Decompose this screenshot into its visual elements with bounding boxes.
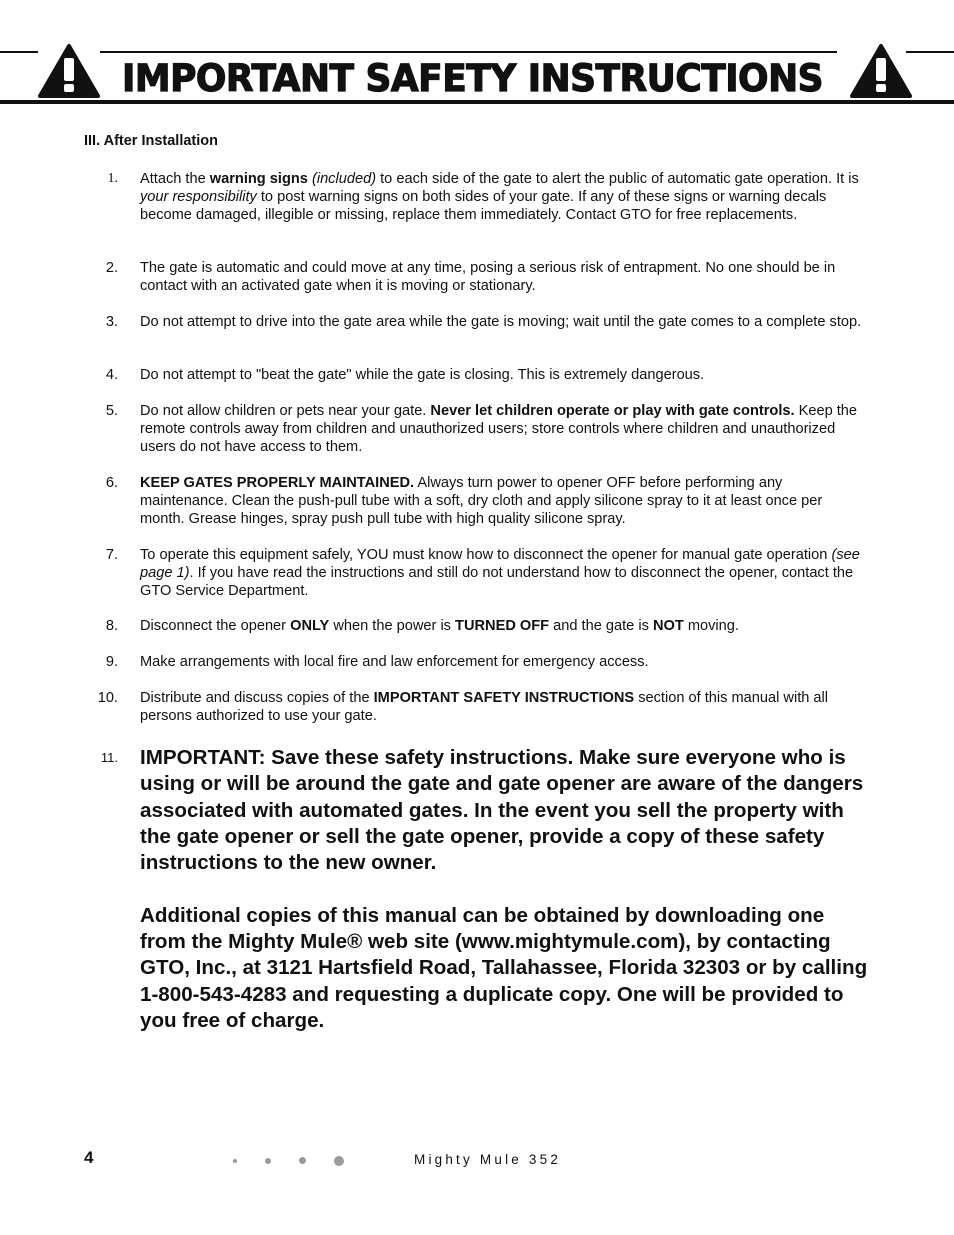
- warning-triangle-icon: [38, 43, 100, 99]
- footer-product-name: Mighty Mule 352: [414, 1152, 562, 1167]
- text-run: To operate this equipment safely, YOU must know how to disconnect the opener for manual gate operation: [140, 547, 832, 563]
- item-number: 1.: [107, 171, 118, 186]
- text-run: Attach the: [140, 171, 210, 187]
- text-run: Distribute and discuss copies of the: [140, 690, 374, 706]
- text-run: Always turn power to opener OFF before performing any maintenance. Clean the push-pull tube with a soft, dry cloth and apply silicone spray to it at least once per month. Grease hinges, spray push pull tube with high quality silicone spray.: [140, 475, 823, 527]
- text-run: Make arrangements with local fire and law enforcement for emergency access.: [140, 654, 649, 670]
- item-text: [140, 259, 868, 295]
- item-number: 4.: [105, 367, 118, 383]
- italic-text: (included): [311, 171, 377, 187]
- footer-dot: [265, 1158, 271, 1164]
- text-run: IMPORTANT: Save these safety instructions. Make sure everyone who is using or will be around the gate and gate opener are aware of the dangers associated with automated gates. In the event you sell the property with the gate opener or sell the gate opener, provide a copy of these safety instructions to the new owner.: [140, 746, 864, 875]
- bold-text: warning signs: [209, 171, 308, 187]
- text-run: Keep the remote controls away from children and unauthorized users; store controls where children and unauthorized users do not have access to them.: [140, 403, 858, 455]
- item-text: [140, 617, 868, 635]
- item-number: 9.: [105, 654, 118, 670]
- italic-text: your responsibility: [140, 189, 257, 205]
- text-run: Additional copies of this manual can be obtained by downloading one from the Mighty Mule® web site (www.mightymule.com), by contacting GTO, Inc., at 3121 Hartsfield Road, Tallahassee, Florida 32303 or by calling 1-800-543-4283 and requesting a duplicate copy. One will be provided to you free of charge.: [140, 903, 868, 1032]
- item-text: [140, 745, 868, 1034]
- text-run: Do not allow children or pets near your gate.: [140, 403, 431, 419]
- item-text: [140, 689, 868, 725]
- bold-text: ONLY: [290, 618, 330, 634]
- bold-text: KEEP GATES PROPERLY MAINTAINED.: [140, 475, 415, 491]
- item-text: [140, 313, 868, 331]
- text-run: to post warning signs on both sides of your gate. If any of these signs or warning decals become damaged, illegible or missing, replace them immediately. Contact GTO for free replacements.: [140, 189, 827, 223]
- text-run: to each side of the gate to alert the public of automatic gate operation. It is: [376, 171, 859, 187]
- text-run: Do not attempt to drive into the gate area while the gate is moving; wait until the gate comes to a complete stop.: [140, 314, 862, 330]
- text-run: when the power is: [329, 618, 456, 634]
- header-rule-top-left: [0, 51, 38, 53]
- bold-text: NOT: [652, 618, 684, 634]
- text-run: The gate is automatic and could move at any time, posing a serious risk of entrapment. No one should be in contact with an activated gate when it is moving or stationary.: [140, 260, 836, 294]
- text-run: section of this manual with all persons authorized to use your gate.: [140, 690, 829, 724]
- item-number: 8.: [105, 618, 118, 634]
- header-rule-top-right: [906, 51, 954, 53]
- item-number: 3.: [105, 314, 118, 330]
- footer-dot: [233, 1159, 237, 1163]
- item-text: [140, 170, 868, 224]
- item-text: [140, 474, 868, 528]
- bold-text: IMPORTANT SAFETY INSTRUCTIONS: [373, 690, 635, 706]
- text-run: moving.: [683, 618, 739, 634]
- item-text: [140, 366, 868, 384]
- item-number: 6.: [105, 475, 118, 491]
- warning-triangle-icon: [850, 43, 912, 99]
- footer-dot: [299, 1157, 306, 1164]
- text-run: Disconnect the opener: [140, 618, 291, 634]
- bold-text: Never let children operate or play with gate controls.: [430, 403, 795, 419]
- page-number: 4: [84, 1148, 94, 1167]
- item-number: 11.: [100, 750, 118, 765]
- section-title: III. After Installation: [84, 133, 219, 149]
- item-text: [140, 546, 868, 600]
- header-rule-top-center: [100, 51, 837, 53]
- text-run: Do not attempt to "beat the gate" while the gate is closing. This is extremely dangerous.: [140, 367, 705, 383]
- page-title: IMPORTANT SAFETY INSTRUCTIONS: [121, 57, 824, 100]
- item-number: 5.: [105, 403, 118, 419]
- bold-text: TURNED OFF: [455, 618, 550, 634]
- text-run: and the gate is: [549, 618, 653, 634]
- item-number: 10.: [97, 690, 118, 706]
- item-text: [140, 402, 868, 456]
- italic-text: (see page 1): [140, 547, 860, 581]
- item-number: 2.: [105, 260, 118, 276]
- item-number: 7.: [105, 547, 118, 563]
- item-text: [140, 653, 868, 671]
- footer-dot: [334, 1156, 344, 1166]
- text-run: . If you have read the instructions and still do not understand how to disconnect the opener, contact the GTO Service Department.: [140, 565, 854, 599]
